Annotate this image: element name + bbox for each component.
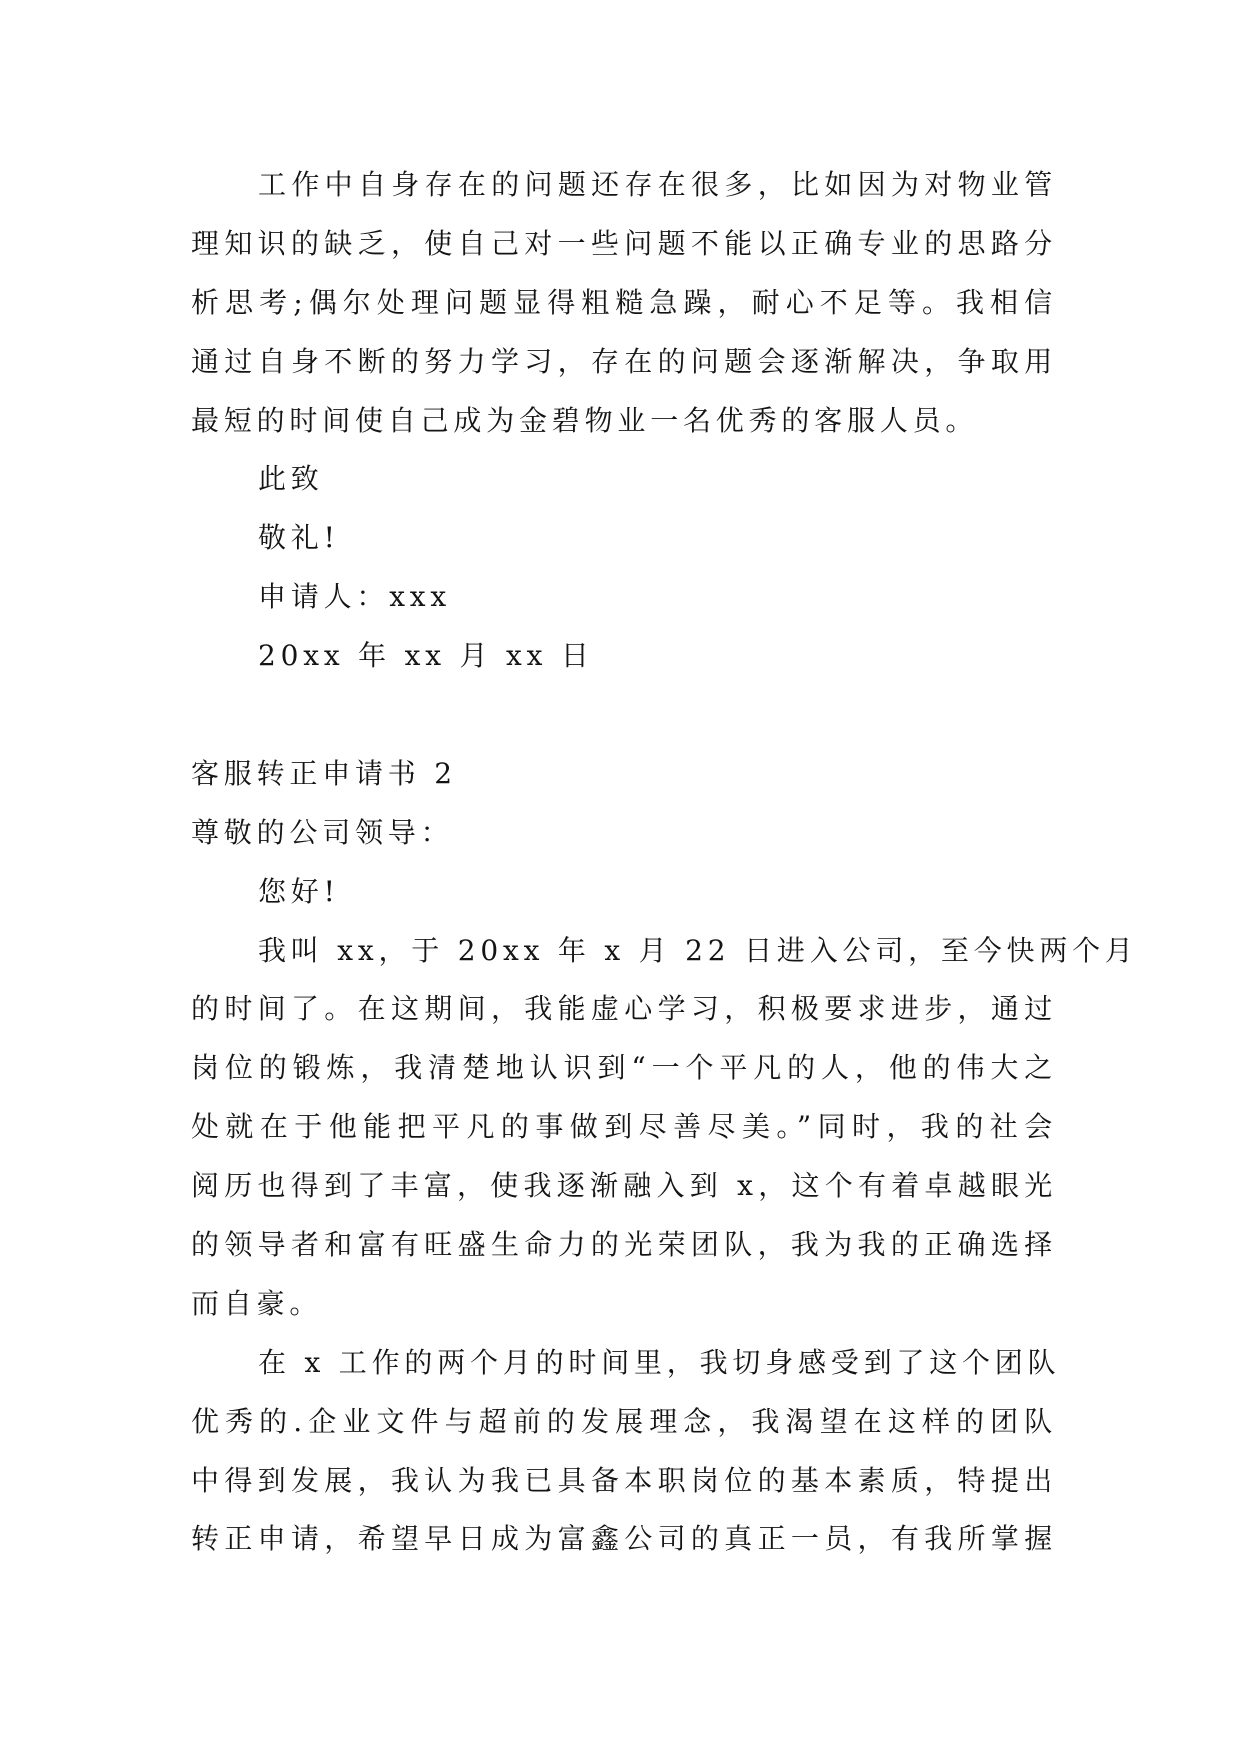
greeting-line: 您好! <box>258 874 340 908</box>
paragraph-line: 析思考;偶尔处理问题显得粗糙急躁，耐心不足等。我相信 <box>191 285 1057 319</box>
paragraph-line: 工作中自身存在的问题还存在很多，比如因为对物业管 <box>258 168 1057 201</box>
paragraph-line: 岗位的锻炼，我清楚地认识到“一个平凡的人，他的伟大之 <box>191 1051 1057 1085</box>
date-line: 20xx 年 xx 月 xx 日 <box>258 639 594 673</box>
document-title: 客服转正申请书 2 <box>191 756 457 790</box>
paragraph-line: 处就在于他能把平凡的事做到尽善尽美。”同时，我的社会 <box>191 1110 1057 1144</box>
paragraph-line: 优秀的.企业文件与超前的发展理念，我渴望在这样的团队 <box>191 1404 1057 1438</box>
closing-line: 此致 <box>258 462 324 496</box>
paragraph-line: 的领导者和富有旺盛生命力的光荣团队，我为我的正确选择 <box>191 1228 1057 1262</box>
paragraph-line: 理知识的缺乏，使自己对一些问题不能以正确专业的思路分 <box>191 226 1057 260</box>
paragraph-line: 在 x 工作的两个月的时间里，我切身感受到了这个团队 <box>258 1345 1061 1379</box>
paragraph-line: 我叫 xx，于 20xx 年 x 月 22 日进入公司，至今快两个月 <box>258 933 1138 967</box>
addressee-line: 尊敬的公司领导： <box>191 815 454 849</box>
paragraph-line: 转正申请，希望早日成为富鑫公司的真正一员，有我所掌握 <box>191 1522 1057 1556</box>
paragraph-line: 而自豪。 <box>191 1286 323 1320</box>
paragraph-line: 通过自身不断的努力学习，存在的问题会逐渐解决，争取用 <box>191 344 1057 378</box>
paragraph-line: 中得到发展，我认为我已具备本职岗位的基本素质，特提出 <box>191 1463 1057 1497</box>
paragraph-line: 阅历也得到了丰富，使我逐渐融入到 x，这个有着卓越眼光 <box>191 1169 1057 1203</box>
blank-line <box>191 686 1057 745</box>
document-body <box>191 156 1138 1569</box>
paragraph-line: 最短的时间使自己成为金碧物业一名优秀的客服人员。 <box>191 403 979 437</box>
salute-line: 敬礼! <box>258 521 340 555</box>
paragraph-line: 的时间了。在这期间，我能虚心学习，积极要求进步，通过 <box>191 992 1057 1026</box>
signature-line: 申请人：xxx <box>258 580 451 614</box>
